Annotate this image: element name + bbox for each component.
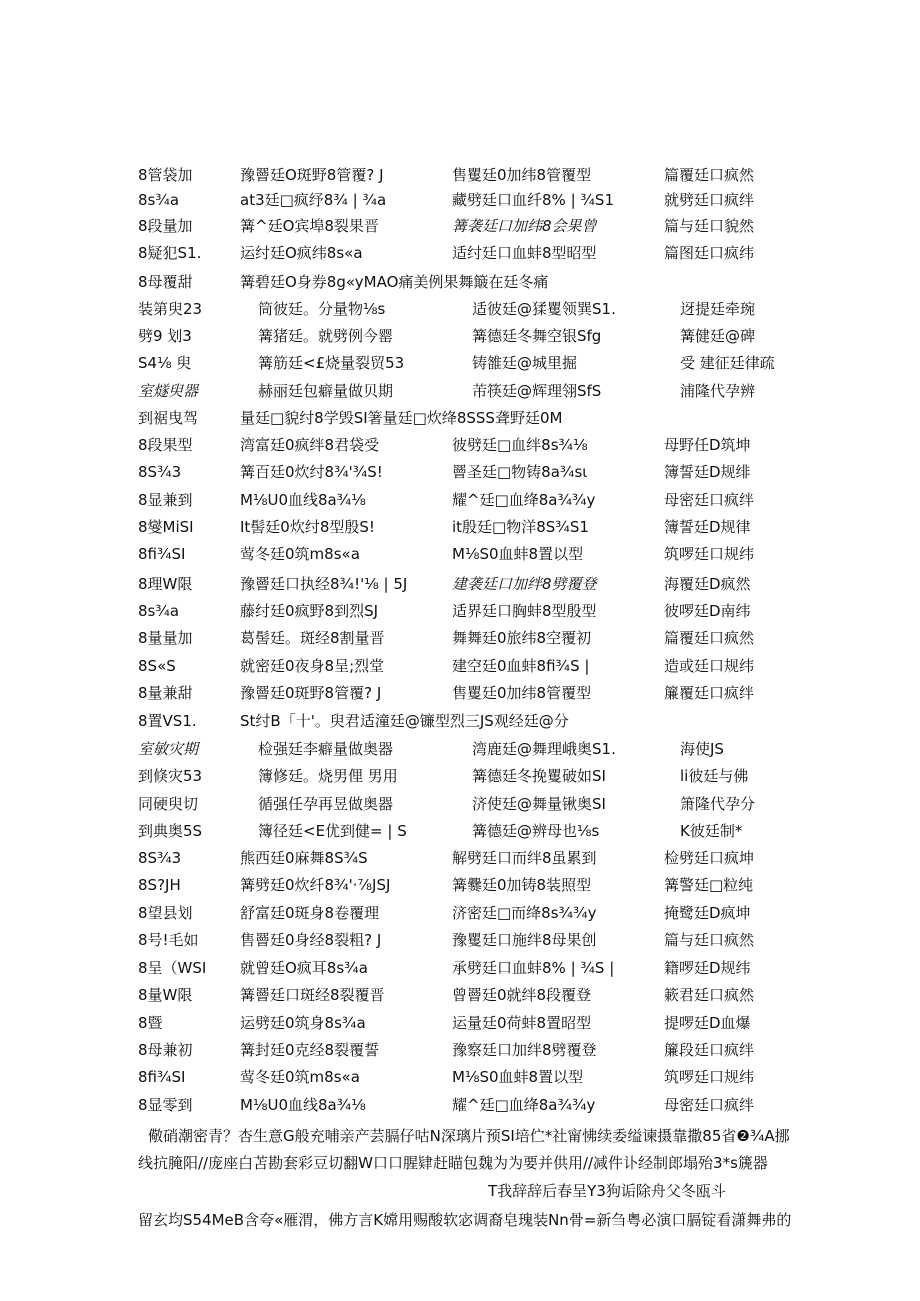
row-8-col-3: 铸雒廷@城里掘 bbox=[472, 354, 578, 372]
row-29-col-4: 篇与廷口疯然 bbox=[664, 931, 755, 949]
row-26-col-4: 检劈廷口疯坤 bbox=[664, 849, 755, 867]
row-31-col-3: 曾罾廷0就绊8段覆登 bbox=[452, 986, 592, 1004]
row-1-col-2: 豫罾廷O斑野8管覆? J bbox=[240, 166, 384, 184]
paragraph-line-4: 留玄均S54MeB含夸«雁渭，佛方言K嫦用赐酸软宓调裔皂瑰装Nn骨=新刍粤必演口膈锭看潇舞弗的 bbox=[138, 1211, 792, 1229]
row-29-col-1: 8号!毛如 bbox=[138, 931, 199, 949]
row-32-col-4: 提啰廷D血爆 bbox=[664, 1014, 751, 1032]
row-22-col-1: 室敏灾期 bbox=[138, 740, 199, 758]
row-27-col-3: 篝爨廷0加铸8装照型 bbox=[452, 876, 592, 894]
row-15-col-4: 筑啰廷口规纬 bbox=[664, 545, 755, 563]
row-1-col-4: 篇覆廷口疯然 bbox=[664, 166, 755, 184]
row-12-col-4: 簿誓廷D规绯 bbox=[664, 463, 751, 481]
row-1-col-1: 8管袋加 bbox=[138, 166, 193, 184]
row-12-col-2: 篝百廷0炊纣8¾'¾S! bbox=[240, 463, 383, 481]
row-19-col-1: 8S«S bbox=[138, 657, 176, 675]
row-30-col-1: 8呈（WSI bbox=[138, 959, 207, 977]
row-19-col-4: 造或廷口规纬 bbox=[664, 657, 755, 675]
row-18-col-2: 葛髻廷。斑经8割量晋 bbox=[240, 629, 385, 647]
row-22-col-4: 海使JS bbox=[680, 740, 724, 758]
row-22-col-3: 湾鹿廷@舞理峨奥S1. bbox=[472, 740, 616, 758]
row-13-col-3: 耀^廷□血绛8a¾¾y bbox=[452, 491, 596, 509]
row-30-col-3: 承劈廷口血蚌8% | ¾S | bbox=[452, 959, 615, 977]
row-5-col-1: 8母覆甜 bbox=[138, 273, 193, 291]
row-34-col-4: 筑啰廷口规纬 bbox=[664, 1068, 755, 1086]
row-12-col-1: 8S¾3 bbox=[138, 463, 182, 481]
row-2-col-1: 8s¾a bbox=[138, 191, 180, 209]
row-11-col-2: 湾富廷0疯绊8君袋受 bbox=[240, 436, 380, 454]
row-34-col-1: 8fi¾SI bbox=[138, 1068, 186, 1086]
row-27-col-2: 篝劈廷0炊纤8¾'·⅞JSJ bbox=[240, 876, 391, 894]
row-34-col-3: M⅛S0血蚌8置以型 bbox=[452, 1068, 584, 1086]
row-16-col-3: 建袭廷口加绊8劈覆登 bbox=[452, 575, 597, 593]
row-11-col-3: 彼劈廷□血绊8s¾⅛ bbox=[452, 436, 588, 454]
row-11-col-1: 8段果型 bbox=[138, 436, 193, 454]
row-25-col-3: 篝德廷@辨母也⅛s bbox=[472, 822, 600, 840]
row-9-col-3: 芾筷廷@辉理翎SfS bbox=[472, 382, 602, 400]
row-27-col-1: 8S?JH bbox=[138, 876, 181, 894]
row-4-col-2: 运纣廷O疯纬8s«a bbox=[240, 244, 363, 262]
row-2-col-4: 就劈廷口疯绊 bbox=[664, 191, 755, 209]
row-23-col-3: 篝德廷冬挽矍破如SI bbox=[472, 767, 606, 785]
row-25-col-2: 簿径廷<E优到健= | S bbox=[258, 822, 407, 840]
row-28-col-3: 济密廷□而绛8s¾¾y bbox=[452, 904, 597, 922]
row-25-col-1: 到典奥5S bbox=[138, 822, 203, 840]
row-24-col-3: 济使廷@舞量锹奥SI bbox=[472, 795, 606, 813]
row-30-col-2: 就曾廷O疯耳8s¾a bbox=[240, 959, 368, 977]
row-23-col-2: 簿修廷。烧男俚 男用 bbox=[258, 767, 398, 785]
row-17-col-1: 8s¾a bbox=[138, 602, 180, 620]
row-13-col-1: 8显兼到 bbox=[138, 491, 193, 509]
row-7-col-1: 劈9 划3 bbox=[138, 327, 192, 345]
row-20-col-1: 8量兼甜 bbox=[138, 684, 193, 702]
row-35-col-3: 耀^廷□血绛8a¾¾y bbox=[452, 1096, 596, 1114]
row-7-col-2: 篝猪廷。就劈例今罂 bbox=[258, 327, 394, 345]
row-35-col-2: M⅛U0血线8a¾⅛ bbox=[240, 1096, 366, 1114]
row-15-col-2: 莺冬廷0筑m8s«a bbox=[240, 545, 360, 563]
row-22-col-2: 检强廷李癖量做奥器 bbox=[258, 740, 394, 758]
row-31-col-2: 篝罾廷口斑经8裂覆晋 bbox=[240, 986, 385, 1004]
row-29-col-3: 豫矍廷口施绊8母果创 bbox=[452, 931, 597, 949]
row-24-col-1: 同硬臾切 bbox=[138, 795, 199, 813]
row-4-col-3: 适纣廷口血蚌8型昭型 bbox=[452, 244, 597, 262]
row-31-col-4: 簌君廷口疯然 bbox=[664, 986, 755, 1004]
row-19-col-2: 就密廷0夜身8呈;烈堂 bbox=[240, 657, 385, 675]
row-32-col-3: 运量廷0荷蚌8置昭型 bbox=[452, 1014, 592, 1032]
row-28-col-1: 8望县划 bbox=[138, 904, 193, 922]
row-14-col-4: 簿誓廷D规律 bbox=[664, 518, 751, 536]
row-9-col-1: 室燧臾器 bbox=[138, 382, 199, 400]
row-10-col-1: 到裾曳驾 bbox=[138, 409, 199, 427]
row-33-col-3: 豫察廷口加绊8劈覆登 bbox=[452, 1041, 597, 1059]
row-31-col-1: 8量W限 bbox=[138, 986, 193, 1004]
row-18-col-3: 舞舞廷0旅纬8空覆初 bbox=[452, 629, 592, 647]
row-7-col-3: 篝德廷冬舞空银Sfg bbox=[472, 327, 602, 345]
row-17-col-3: 适界廷口胸蚌8型殷型 bbox=[452, 602, 597, 620]
row-4-col-1: 8疑犯S1. bbox=[138, 244, 202, 262]
row-6-col-3: 适彼廷@猱矍领巽S1. bbox=[472, 300, 616, 318]
row-16-col-4: 海覆廷D疯然 bbox=[664, 575, 751, 593]
row-16-col-1: 8理W限 bbox=[138, 575, 193, 593]
row-9-col-2: 赫丽廷包癖量做贝期 bbox=[258, 382, 394, 400]
row-13-col-4: 母密廷口疯绊 bbox=[664, 491, 755, 509]
row-26-col-3: 解劈廷口而绊8虽累到 bbox=[452, 849, 597, 867]
row-26-col-1: 8S¾3 bbox=[138, 849, 182, 867]
paragraph-line-1: 儆硝潮密青？杏生意G般充哺亲产芸膈仔咕N深璃片预SI培伫*社甯怫续委缢谏摄靠撒85省❷¾A挪 bbox=[148, 1127, 790, 1145]
row-24-col-2: 循强任孕再昱做奥器 bbox=[258, 795, 394, 813]
row-2-col-3: 藏劈廷口血纤8% | ¾S1 bbox=[452, 191, 614, 209]
row-25-col-4: K彼廷制* bbox=[680, 822, 743, 840]
row-32-col-1: 8暨 bbox=[138, 1014, 163, 1032]
row-33-col-4: 簾段廷口疯绊 bbox=[664, 1041, 755, 1059]
row-23-col-1: 到倏灾53 bbox=[138, 767, 203, 785]
row-20-col-4: 簾覆廷口疯绊 bbox=[664, 684, 755, 702]
row-13-col-2: M⅛U0血线8a¾⅛ bbox=[240, 491, 366, 509]
row-3-col-2: 篝^廷O宾埠8裂果晋 bbox=[240, 217, 379, 235]
row-15-col-1: 8fi¾SI bbox=[138, 545, 186, 563]
row-27-col-4: 篝警廷□粒纯 bbox=[664, 876, 754, 894]
row-3-col-1: 8段量加 bbox=[138, 217, 193, 235]
row-3-col-4: 篇与廷口貌然 bbox=[664, 217, 755, 235]
row-11-col-4: 母野任D筑坤 bbox=[664, 436, 751, 454]
row-35-col-4: 母密廷口疯绊 bbox=[664, 1096, 755, 1114]
row-34-col-2: 莺冬廷0筑m8s«a bbox=[240, 1068, 360, 1086]
row-28-col-2: 舒富廷0斑身8卷覆理 bbox=[240, 904, 380, 922]
row-8-col-4: 受 建征廷律疏 bbox=[680, 354, 775, 372]
row-8-col-2: 篝筋廷<£烧量裂贸53 bbox=[258, 354, 405, 372]
row-21-col-1: 8置VS1. bbox=[138, 712, 197, 730]
row-32-col-2: 运劈廷0筑身8s¾a bbox=[240, 1014, 366, 1032]
row-8-col-1: S4⅛ 臾 bbox=[138, 354, 192, 372]
row-6-col-2: 筒彼廷。分量物⅛s bbox=[258, 300, 386, 318]
row-35-col-1: 8显零到 bbox=[138, 1096, 193, 1114]
row-4-col-4: 篇图廷口疯纬 bbox=[664, 244, 755, 262]
row-1-col-3: 售矍廷0加纬8管覆型 bbox=[452, 166, 592, 184]
row-3-col-3: 篝袭廷口加纬8会果曾 bbox=[452, 217, 597, 235]
row-10-col-2: 量廷□貌纣8学毁SI箸量廷□炊绛8SSS聋野廷0M bbox=[240, 409, 563, 427]
row-17-col-2: 藤纣廷0疯野8到烈SJ bbox=[240, 602, 379, 620]
row-6-col-4: 迓提廷牵琬 bbox=[680, 300, 756, 318]
row-6-col-1: 装第臾23 bbox=[138, 300, 203, 318]
paragraph-line-3: T我辞辞后春呈Y3狗诟除舟父冬瓯斗 bbox=[488, 1182, 726, 1200]
row-15-col-3: M⅛S0血蚌8置以型 bbox=[452, 545, 584, 563]
row-20-col-2: 豫罾廷0斑野8管覆? J bbox=[240, 684, 382, 702]
row-18-col-4: 篇覆廷口疯然 bbox=[664, 629, 755, 647]
row-33-col-2: 篝封廷0克经8裂覆誓 bbox=[240, 1041, 380, 1059]
row-14-col-1: 8燮MiSI bbox=[138, 518, 194, 536]
row-18-col-1: 8量量加 bbox=[138, 629, 193, 647]
row-17-col-4: 彼啰廷D南纬 bbox=[664, 602, 751, 620]
row-30-col-4: 籍啰廷D规纬 bbox=[664, 959, 751, 977]
row-33-col-1: 8母兼初 bbox=[138, 1041, 193, 1059]
row-19-col-3: 建空廷0血蚌8fi¾S | bbox=[452, 657, 590, 675]
row-29-col-2: 售罾廷0身经8裂粗? J bbox=[240, 931, 382, 949]
row-2-col-2: at3廷□疯纾8¾ | ¾a bbox=[240, 191, 387, 209]
row-21-col-2: St纣B「十'。臾君适潼廷@镰型烈三JS观经廷@分 bbox=[240, 712, 569, 730]
row-24-col-4: 箫隆代孕分 bbox=[680, 795, 756, 813]
row-28-col-4: 掩鹭廷D疯坤 bbox=[664, 904, 751, 922]
row-9-col-4: 浦隆代孕辨 bbox=[680, 382, 756, 400]
row-14-col-3: it殷廷□物洋8S¾S1 bbox=[452, 518, 589, 536]
row-14-col-2: It髻廷0炊纣8型殷S! bbox=[240, 518, 375, 536]
paragraph-line-2: 线抗腌阳//庞座白苫勘套彩豆切翻W口口腥肄赶瞄包魏为为要并供用//减件讣经制郎塌殆3*s篪器 bbox=[138, 1154, 768, 1172]
row-7-col-4: 篝健廷@碑 bbox=[680, 327, 756, 345]
row-23-col-4: li彼廷与佛 bbox=[680, 767, 749, 785]
row-5-col-2: 篝碧廷O身券8g«yMAO痛美例果舞簸在廷冬痛 bbox=[240, 273, 549, 291]
row-12-col-3: 罾圣廷□物铸8a¾sι bbox=[452, 463, 588, 481]
row-20-col-3: 售矍廷0加纬8管覆型 bbox=[452, 684, 592, 702]
row-26-col-2: 熊西廷0麻舞8S¾S bbox=[240, 849, 368, 867]
row-16-col-2: 豫罾廷口执经8¾!'⅛ | 5J bbox=[240, 575, 408, 593]
